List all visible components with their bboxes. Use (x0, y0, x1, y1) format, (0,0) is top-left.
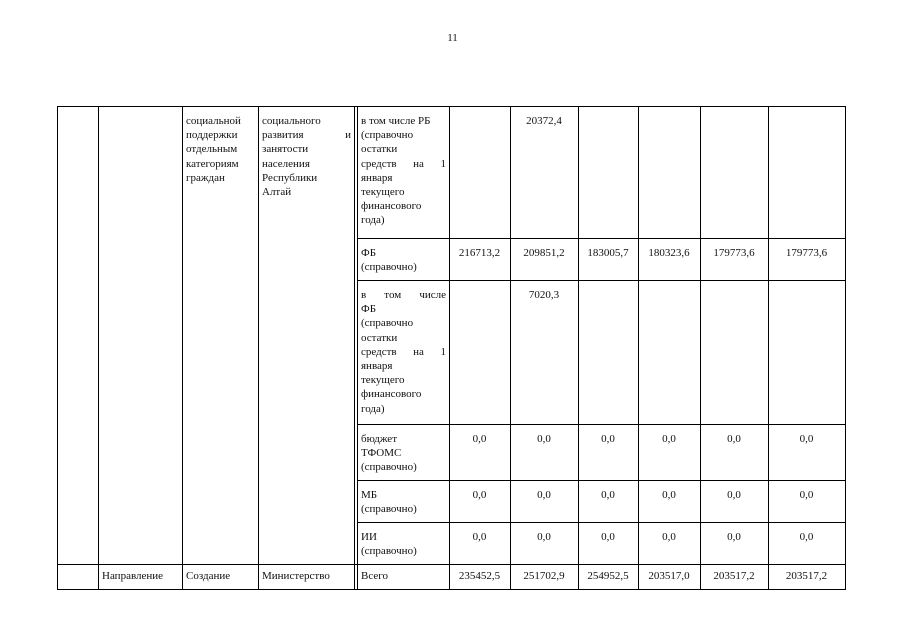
table-rule (357, 424, 846, 425)
funding-value-cell: 7020,3 (528, 289, 560, 301)
measure-name-continued: социальной поддержки отдельным категориям граждан (186, 115, 241, 184)
funding-value-cell: 0,0 (727, 489, 741, 501)
funding-value-cell: 0,0 (472, 433, 487, 445)
funding-source-label: в том числе РБ (справочно остатки средств на 1 января текущего финансового года) (361, 115, 446, 227)
funding-value-cell: 0,0 (799, 531, 814, 543)
table-column-rule (845, 106, 846, 590)
funding-value-cell: 20372,4 (526, 115, 562, 127)
funding-value-cell: 0,0 (537, 433, 551, 445)
table-column-rule (357, 106, 358, 590)
total-value-cell: 235452,5 (458, 570, 501, 582)
funding-source-label: ФБ (справочно) (361, 247, 417, 274)
table-column-rule (182, 106, 183, 590)
funding-source-label: ИИ (справочно) (361, 531, 417, 558)
funding-source-label: в том числе ФБ (справочно остатки средств на 1 января текущего финансового года) (361, 289, 446, 415)
table-column-rule (510, 106, 511, 590)
funding-value-cell: 0,0 (727, 531, 741, 543)
total-value-cell: 254952,5 (587, 570, 629, 582)
funding-source-label: Всего (361, 570, 388, 582)
funding-value-cell: 0,0 (537, 531, 551, 543)
table-rule (357, 480, 846, 481)
table-column-rule (449, 106, 450, 590)
funding-value-cell: 179773,6 (785, 247, 828, 259)
funding-value-cell: 183005,7 (587, 247, 629, 259)
total-value-cell: 203517,2 (785, 570, 828, 582)
direction-label: Направление (102, 570, 164, 582)
page-number: 11 (447, 32, 458, 44)
table-rule (57, 589, 846, 590)
table-rule (57, 564, 846, 565)
table-column-rule (57, 106, 58, 590)
funding-value-cell: 0,0 (601, 489, 615, 501)
funding-value-cell: 0,0 (601, 433, 615, 445)
table-column-rule (638, 106, 639, 590)
executor-name-continued: социального развития и занятости населения Республики Алтай (262, 115, 351, 199)
funding-value-cell: 179773,6 (713, 247, 755, 259)
funding-value-cell: 0,0 (472, 489, 487, 501)
table-column-rule (578, 106, 579, 590)
funding-value-cell: 0,0 (799, 433, 814, 445)
table-rule (357, 522, 846, 523)
funding-source-label: МБ (справочно) (361, 489, 417, 516)
table-column-rule (354, 106, 355, 590)
table-column-rule (700, 106, 701, 590)
executor-name: Министерство (262, 570, 330, 582)
measure-name: Создание (186, 570, 231, 582)
table-column-rule (258, 106, 259, 590)
funding-value-cell: 216713,2 (458, 247, 501, 259)
table-column-rule (98, 106, 99, 590)
total-value-cell: 203517,2 (713, 570, 755, 582)
total-value-cell: 251702,9 (523, 570, 565, 582)
funding-value-cell: 0,0 (727, 433, 741, 445)
funding-value-cell: 180323,6 (648, 247, 690, 259)
table-rule (57, 106, 846, 107)
funding-value-cell: 0,0 (472, 531, 487, 543)
funding-value-cell: 209851,2 (523, 247, 565, 259)
funding-value-cell: 0,0 (799, 489, 814, 501)
total-value-cell: 203517,0 (648, 570, 690, 582)
funding-value-cell: 0,0 (662, 531, 676, 543)
table-rule (357, 238, 846, 239)
table-column-rule (768, 106, 769, 590)
funding-value-cell: 0,0 (662, 489, 676, 501)
funding-value-cell: 0,0 (662, 433, 676, 445)
funding-source-label: бюджет ТФОМС (справочно) (361, 433, 417, 474)
funding-value-cell: 0,0 (537, 489, 551, 501)
funding-value-cell: 0,0 (601, 531, 615, 543)
table-rule (357, 280, 846, 281)
